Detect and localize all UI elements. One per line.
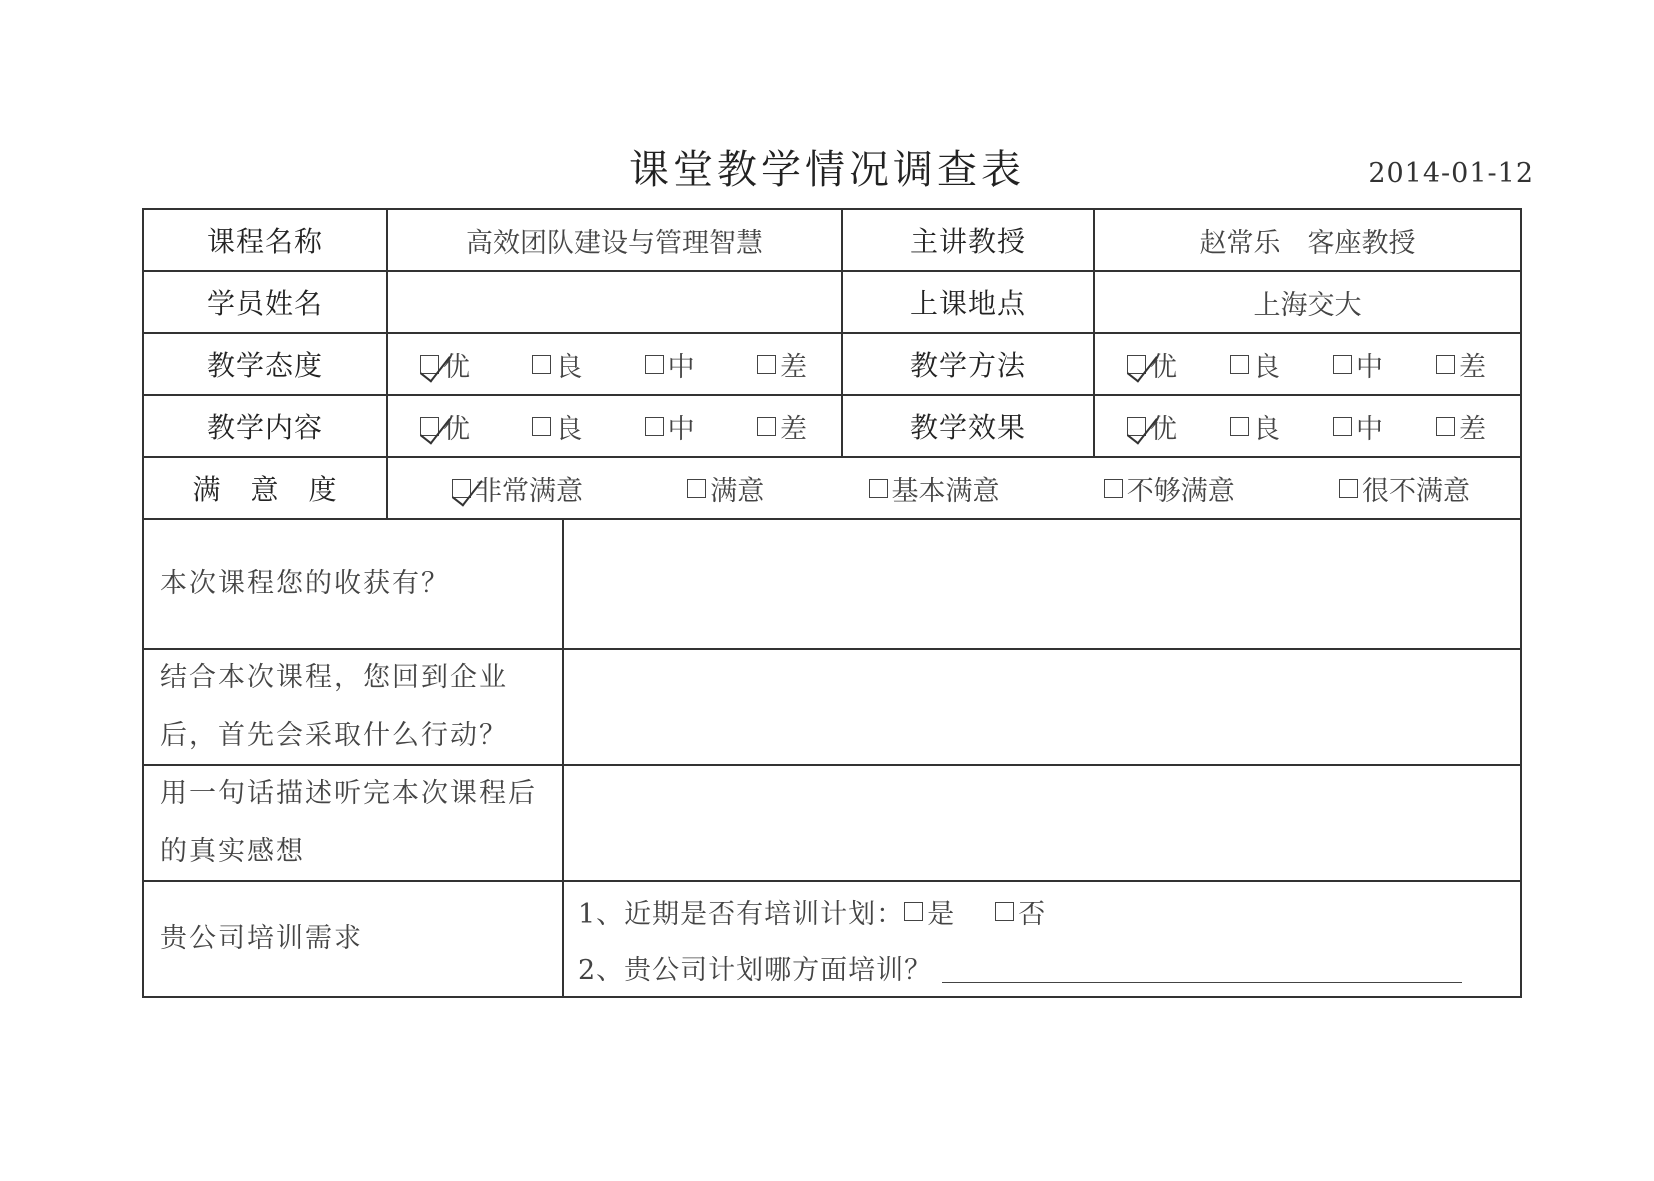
rating-option[interactable]	[645, 345, 695, 384]
satisfaction-option[interactable]	[1104, 469, 1235, 508]
rating-option[interactable]	[645, 407, 695, 446]
gains-question: 本次课程您的收获有？	[160, 568, 450, 599]
checkbox[interactable]	[687, 479, 706, 498]
option-label: 中	[1356, 413, 1383, 445]
rating-option[interactable]	[420, 345, 470, 384]
content-label: 教学内容	[206, 411, 323, 444]
option-label: 良	[555, 351, 583, 383]
rating-option[interactable]	[1436, 345, 1486, 384]
training-needs-row	[144, 882, 1520, 996]
training-area-field[interactable]	[942, 952, 1462, 983]
checkbox[interactable]	[1104, 479, 1123, 498]
training-area-question: 2、贵公司计划哪方面培训？	[578, 954, 933, 986]
checkbox[interactable]	[420, 417, 439, 436]
checkbox[interactable]	[757, 417, 776, 436]
option-label: 中	[667, 413, 695, 445]
checkbox[interactable]	[532, 355, 551, 374]
option-label: 中	[1356, 351, 1383, 383]
checkbox[interactable]	[420, 355, 439, 374]
professor-value[interactable]: 赵常乐 客座教授	[1093, 210, 1520, 270]
rating-option[interactable]	[1127, 345, 1177, 384]
attitude-label: 教学态度	[206, 349, 323, 382]
training-area-line	[578, 939, 1462, 995]
option-label: 优	[443, 413, 470, 445]
rating-option[interactable]	[1436, 407, 1486, 446]
feeling-row	[144, 766, 1520, 882]
option-label: 基本满意	[891, 475, 1000, 507]
satisfaction-option[interactable]	[687, 469, 764, 508]
content-effect-row	[144, 396, 1520, 458]
rating-option[interactable]	[532, 407, 582, 446]
training-plan-question: 1、近期是否有培训计划：	[578, 898, 905, 930]
location-value[interactable]: 上海交大	[1093, 272, 1520, 332]
checkbox[interactable]	[869, 479, 888, 498]
course-row	[144, 210, 1520, 272]
training-plan-no[interactable]	[995, 892, 1046, 931]
option-label: 差	[1459, 413, 1486, 445]
option-label: 优	[1150, 413, 1177, 445]
checkbox[interactable]	[645, 417, 664, 436]
checkbox[interactable]	[1333, 417, 1352, 436]
option-label: 不够满意	[1126, 475, 1235, 507]
checkbox[interactable]	[757, 355, 776, 374]
rating-option[interactable]	[1230, 345, 1280, 384]
option-label: 否	[1018, 898, 1047, 930]
training-plan-line	[578, 883, 1046, 939]
satisfaction-option[interactable]	[869, 469, 1000, 508]
rating-option[interactable]	[1127, 407, 1177, 446]
checkbox[interactable]	[532, 417, 551, 436]
checkbox[interactable]	[1436, 417, 1455, 436]
rating-option[interactable]	[1333, 345, 1383, 384]
training-plan-yes[interactable]	[904, 892, 955, 931]
effect-options	[1093, 396, 1520, 456]
gains-answer-field[interactable]	[562, 520, 1520, 648]
rating-option[interactable]	[532, 345, 582, 384]
checkbox[interactable]	[1339, 479, 1358, 498]
professor-label: 主讲教授	[841, 210, 1093, 270]
survey-form	[142, 208, 1522, 998]
action-row	[144, 650, 1520, 766]
checkbox[interactable]	[1333, 355, 1352, 374]
course-name-value[interactable]: 高效团队建设与管理智慧	[386, 210, 841, 270]
checkbox[interactable]	[1127, 355, 1146, 374]
location-label: 上课地点	[841, 272, 1093, 332]
option-label: 差	[779, 351, 807, 383]
satisfaction-label: 满 意 度	[192, 473, 338, 506]
option-label: 良	[1253, 413, 1280, 445]
training-needs-content	[562, 882, 1520, 996]
option-label: 非常满意	[475, 475, 583, 507]
satisfaction-option[interactable]	[1339, 469, 1470, 508]
option-label: 很不满意	[1362, 475, 1470, 507]
rating-option[interactable]	[1333, 407, 1383, 446]
option-label: 良	[555, 413, 583, 445]
option-label: 是	[927, 898, 956, 930]
content-options	[386, 396, 841, 456]
attitude-method-row	[144, 334, 1520, 396]
option-label: 差	[1459, 351, 1486, 383]
student-name-label: 学员姓名	[206, 287, 323, 320]
option-label: 优	[443, 351, 470, 383]
rating-option[interactable]	[757, 345, 807, 384]
rating-option[interactable]	[420, 407, 470, 446]
option-label: 良	[1253, 351, 1280, 383]
checkbox[interactable]	[1230, 417, 1249, 436]
form-title: 课堂教学情况调查表	[629, 147, 1025, 193]
student-row	[144, 272, 1520, 334]
checkbox[interactable]	[1436, 355, 1455, 374]
training-needs-label: 贵公司培训需求	[160, 923, 363, 954]
effect-label: 教学效果	[841, 396, 1093, 456]
form-date: 2014-01-12	[1368, 158, 1534, 189]
gains-row	[144, 520, 1520, 650]
method-label: 教学方法	[841, 334, 1093, 394]
rating-option[interactable]	[757, 407, 807, 446]
option-label: 中	[667, 351, 695, 383]
method-options	[1093, 334, 1520, 394]
course-name-label: 课程名称	[206, 225, 323, 258]
checkbox[interactable]	[645, 355, 664, 374]
feeling-answer-field[interactable]	[562, 766, 1520, 880]
checkbox[interactable]	[995, 902, 1014, 921]
satisfaction-options	[386, 458, 1520, 518]
satisfaction-option[interactable]	[452, 469, 583, 508]
feeling-question: 用一句话描述听完本次课程后的真实感想	[160, 778, 537, 867]
action-question: 结合本次课程，您回到企业后，首先会采取什么行动？	[160, 662, 508, 751]
rating-option[interactable]	[1230, 407, 1280, 446]
student-name-field[interactable]	[386, 272, 841, 332]
action-answer-field[interactable]	[562, 650, 1520, 764]
checkbox[interactable]	[1230, 355, 1249, 374]
option-label: 满意	[710, 475, 765, 507]
attitude-options	[386, 334, 841, 394]
option-label: 优	[1150, 351, 1177, 383]
checkbox[interactable]	[452, 479, 471, 498]
option-label: 差	[779, 413, 807, 445]
checkbox[interactable]	[904, 902, 923, 921]
checkbox[interactable]	[1127, 417, 1146, 436]
satisfaction-row	[144, 458, 1520, 520]
